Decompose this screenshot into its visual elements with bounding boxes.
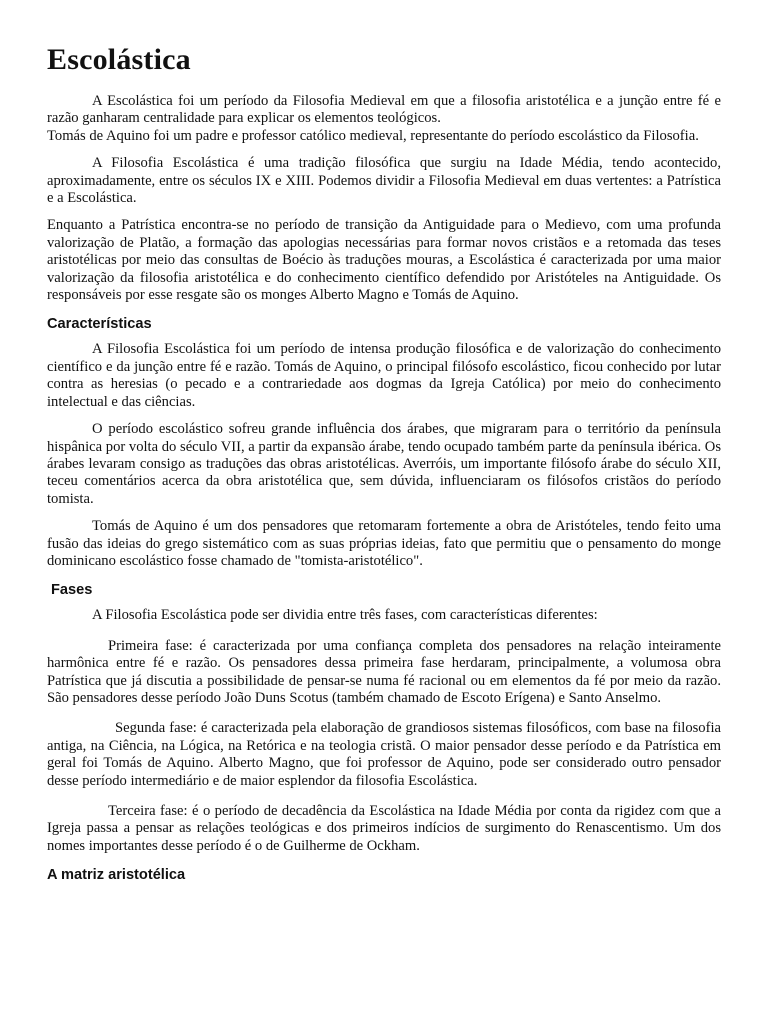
section-heading-caracteristicas: Características bbox=[47, 316, 152, 333]
caracteristicas-paragraph-1: A Filosofia Escolástica foi um período de intensa produção filosófica e de valorização do conhecimento científico e da junção entre fé e razão. Tomás de Aquino, o principal filósofo escolástico, ficou conhecido por lutar contra as heresias (o pecado e a contrariedade aos dogmas da Igreja Católica) por meio do conhecimento intelectual e das ciências. bbox=[47, 341, 721, 410]
page-title: Escolástica bbox=[47, 43, 191, 76]
caracteristicas-paragraph-3: Tomás de Aquino é um dos pensadores que retomaram fortemente a obra de Aristóteles, tendo feito uma fusão das ideias do grego sistemático com as suas próprias ideias, fato que permitiu que o pensamento do monge dominicano escolástico fosse chamado de "tomista-aristotélico". bbox=[47, 518, 721, 569]
matriz-section bbox=[47, 866, 721, 884]
document-page bbox=[47, 42, 721, 892]
fases-paragraph-segunda: Segunda fase: é caracterizada pela elaboração de grandiosos sistemas filosóficos, com base na filosofia antiga, na Ciência, na Lógica, na Retórica e na teologia cristã. O maior pensador desse período e da Patrística em geral foi Tomás de Aquino. Alberto Magno, que foi professor de Aquino, pode ser considerado outro pensador desse período intermediário e de maior esplendor da filosofia Escolástica. bbox=[47, 720, 721, 789]
intro-paragraph-3: A Filosofia Escolástica é uma tradição filosófica que surgiu na Idade Média, tendo acontecido, aproximadamente, entre os séculos IX e XIII. Podemos dividir a Filosofia Medieval em duas vertentes: a Patrística e a Escolástica. bbox=[47, 155, 721, 207]
fases-paragraph-intro: A Filosofia Escolástica pode ser dividia entre três fases, com características diferentes: bbox=[92, 607, 598, 624]
intro-paragraph-1: A Escolástica foi um período da Filosofia Medieval em que a filosofia aristotélica e a junção entre fé e razão ganharam centralidade para explicar os elementos teológicos. bbox=[47, 93, 721, 127]
intro-section bbox=[47, 93, 721, 304]
fases-paragraph-terceira: Terceira fase: é o período de decadência da Escolástica na Idade Média por conta da rigidez com que a Igreja passa a pensar as relações teológicas e dos primeiros indícios de surgimento do Renascentismo. Um dos nomes importantes desse período é o de Guilherme de Ockham. bbox=[47, 803, 721, 854]
caracteristicas-paragraph-2: O período escolástico sofreu grande influência dos árabes, que migraram para o território da península hispânica por volta do século VII, a partir da expansão árabe, tendo ocupado também parte da península ibérica. Os árabes levaram consigo as traduções das obras aristotélicas. Averróis, um importante filósofo árabe do século XII, teceu comentários acerca da obra aristotélica que, sem dúvida, influenciaram os filósofos cristãos do período tomista. bbox=[47, 421, 721, 507]
fases-paragraph-primeira: Primeira fase: é caracterizada por uma confiança completa dos pensadores na relação inteiramente harmônica entre fé e razão. Os pensadores dessa primeira fase herdaram, principalmente, a volumosa obra Patrística que já discutia a possibilidade de pensar-se numa fé racional ou em elementos da fé por meio da razão. São pensadores desse período João Duns Scotus (também chamado de Escoto Erígena) e Santo Anselmo. bbox=[47, 637, 721, 706]
section-heading-fases: Fases bbox=[51, 582, 93, 599]
intro-paragraph-4: Enquanto a Patrística encontra-se no período de transição da Antiguidade para o Medievo, com uma profunda valorização de Platão, a formação das apologias necessárias para formar novos cristãos e a retomada das teses aristotélicas por meio das consultas de Boécio às traduções mouras, a Escolástica é caracterizada por uma maior valorização da filosofia aristotélica e do conhecimento científico defendido por Aristóteles na Antiguidade. Os responsáveis por esse resgate são os monges Alberto Magno e Tomás de Aquino. bbox=[47, 217, 721, 304]
fases-section bbox=[47, 581, 721, 855]
caracteristicas-section bbox=[47, 315, 721, 570]
section-heading-matriz: A matriz aristotélica bbox=[47, 867, 186, 884]
intro-paragraph-2: Tomás de Aquino foi um padre e professor católico medieval, representante do período escolástico da Filosofia. bbox=[47, 127, 699, 144]
